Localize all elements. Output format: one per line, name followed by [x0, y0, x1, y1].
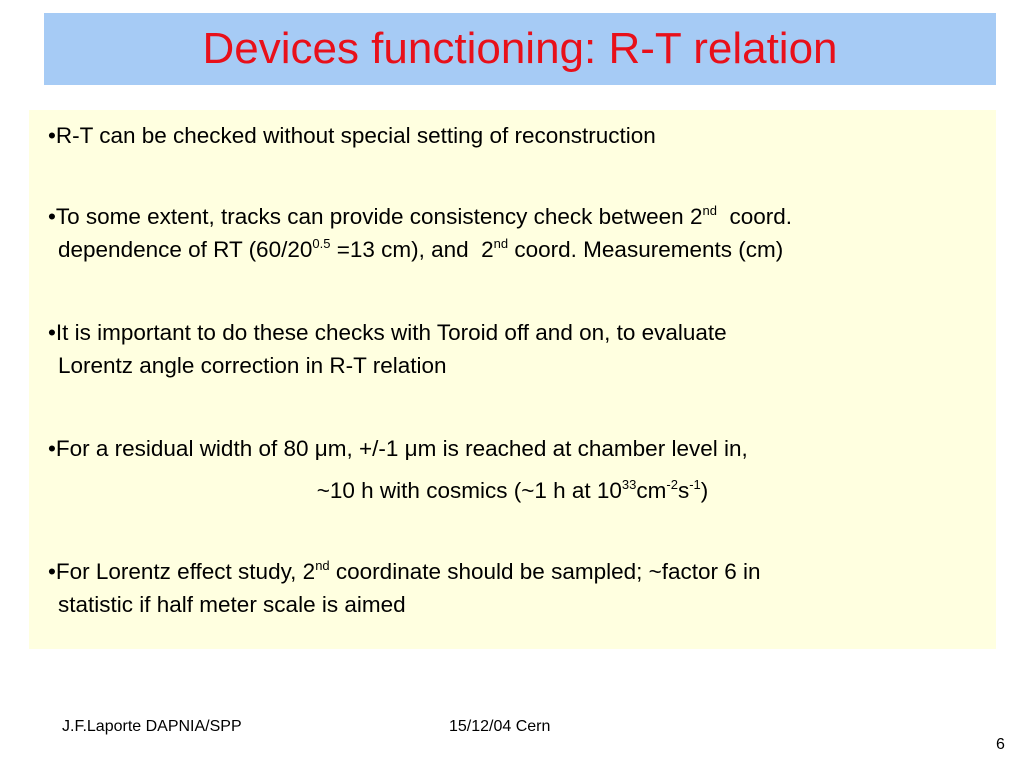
bullet-3-line-2: Lorentz angle correction in R-T relation — [58, 353, 447, 378]
footer-author: J.F.Laporte DAPNIA/SPP — [62, 718, 242, 735]
superscript-nd: nd — [493, 236, 509, 251]
bullet-5-line-2: statistic if half meter scale is aimed — [58, 592, 406, 617]
bullet-4-line-2 — [29, 474, 996, 507]
bullet-5-line-1-b: coordinate should be sampled; ~factor 6 in — [329, 559, 761, 584]
bullet-2-line-1 — [48, 200, 993, 233]
superscript-nd: nd — [315, 558, 330, 573]
slide-title: Devices functioning: R-T relation — [202, 24, 838, 73]
title-bar — [44, 13, 996, 85]
bullet-3-line-1: •It is important to do these checks with Toroid off and on, to evaluate — [48, 320, 727, 345]
bullet-2-line-2-b: =13 cm), and 2 — [330, 237, 494, 262]
slide-number: 6 — [996, 736, 1005, 753]
bullet-2-line-2-a: dependence of RT (60/20 — [58, 237, 313, 262]
bullet-4-line-2-c: s — [677, 478, 690, 503]
bullet-2-line-1-a: •To some extent, tracks can provide consistency check between 2 — [48, 204, 703, 229]
bullet-4-line-2-d: ) — [700, 478, 709, 503]
bullet-4-line-2-a: ~10 h with cosmics (~1 h at 10 — [316, 478, 622, 503]
bullet-2-line-1-b: coord. — [716, 204, 792, 229]
bullet-2 — [48, 200, 993, 266]
content-box — [29, 110, 996, 649]
superscript-minus-2: -2 — [666, 477, 678, 492]
footer-date: 15/12/04 Cern — [449, 718, 551, 735]
bullet-4-line-1: •For a residual width of 80 μm, +/-1 μm is reached at chamber level in, — [48, 436, 748, 461]
bullet-5-line-1 — [48, 555, 993, 588]
bullet-4-line-2-b: cm — [636, 478, 667, 503]
bullet-1-text: •R-T can be checked without special setting of reconstruction — [48, 123, 656, 148]
bullet-5 — [48, 555, 993, 621]
bullet-3 — [48, 316, 993, 382]
superscript-minus-1: -1 — [689, 477, 701, 492]
superscript-exponent: 0.5 — [312, 236, 331, 251]
superscript-33: 33 — [621, 477, 637, 492]
bullet-2-line-2 — [48, 233, 993, 266]
bullet-2-line-2-c: coord. Measurements (cm) — [508, 237, 784, 262]
superscript-nd: nd — [702, 203, 717, 218]
bullet-5-line-1-a: •For Lorentz effect study, 2 — [48, 559, 316, 584]
bullet-4 — [48, 432, 993, 465]
bullet-1 — [48, 119, 993, 152]
